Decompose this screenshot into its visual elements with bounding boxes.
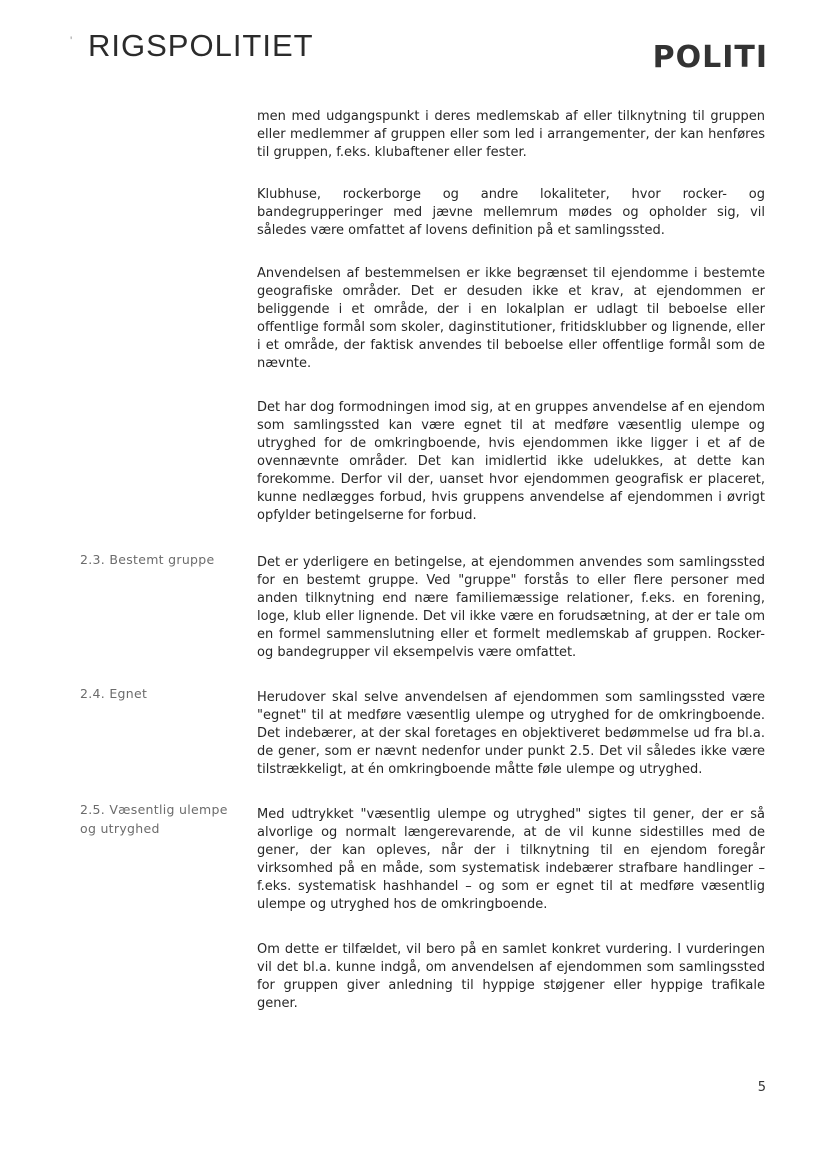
- paragraph-4: Det har dog formodningen imod sig, at en gruppes anvendelse af en ejendom som samlingssted kan være egnet til at medføre væsentlig ulempe og utryghed for de omkringboende, hvis ejendommen ikke ligger i et af de ovennævnte områder. Det kan imidlertid ikke udelukkes, at dette kan forekomme. Derfor vil der, uanset hvor ejendommen geografisk er placeret, kunne nedlægges forbud, hvis gruppens anvendelse af ejendommen i øvrigt opfylder betingelserne for forbud.: [257, 400, 765, 523]
- paragraph-6: Herudover skal selve anvendelsen af ejendommen som samlingssted være "egnet" til at medføre væsentlig ulempe og utryghed for de omkringboende. Det indebærer, at der skal foretages en objektiveret bedømmelse ud fra bl.a. de gener, som er nævnt nedenfor under punkt 2.5. Det vil således ikke være tilstrækkeligt, at én omkringboende måtte føle ulempe og utryghed.: [257, 690, 765, 777]
- politi-logo: POLITI: [652, 40, 768, 75]
- side-heading-vaesentlig-ulempe: 2.5. Væsentlig ulempe og utryghed: [80, 802, 228, 836]
- paragraph-3: Anvendelsen af bestemmelsen er ikke begrænset til ejendomme i bestemte geografiske områder. Det er desuden ikke et krav, at ejendommen er beliggende i et område, der i en lokalplan er udlagt til beboelse eller offentlige formål som skoler, daginstitutioner, fritidsklubber og lignende, eller i et område, der faktisk anvendes til beboelse eller offentlige formål som de nævnte.: [257, 266, 765, 371]
- side-heading-bestemt-gruppe: 2.3. Bestemt gruppe: [80, 552, 215, 567]
- header-title: RIGSPOLITIET: [88, 28, 314, 63]
- paragraph-5: Det er yderligere en betingelse, at ejendommen anvendes som samlingssted for en bestemt gruppe. Ved "gruppe" forstås to eller flere personer med anden tilknytning end nære familiemæssige relationer, f.eks. en forening, loge, klub eller lignende. Det vil ikke være en forudsætning, at der er tale om en formel sammenslutning eller et formelt medlemskab af gruppen. Rocker- og bandegrupper vil eksempelvis være omfattet.: [257, 555, 765, 660]
- side-heading-egnet: 2.4. Egnet: [80, 686, 148, 701]
- stray-mark: ': [70, 34, 73, 48]
- paragraph-7: Med udtrykket "væsentlig ulempe og utryghed" sigtes til gener, der er så alvorlige og normalt længerevarende, at de vil kunne sidestilles med de gener, der kan opleves, når der i tilknytning til en ejendom foregår virksomhed på en måde, som systematisk indebærer strafbare handlinger – f.eks. systematisk hashhandel – og som er egnet til at medføre væsentlig ulempe og utryghed hos de omkringboende.: [257, 807, 765, 912]
- paragraph-2: Klubhuse, rockerborge og andre lokaliteter, hvor rocker- og bandegrupperinger med jævne mellemrum mødes og opholder sig, vil således være omfattet af lovens definition på et samlingssted.: [257, 187, 765, 238]
- paragraph-8: Om dette er tilfældet, vil bero på en samlet konkret vurdering. I vurderingen vil det bl.a. kunne indgå, om anvendelsen af ejendommen som samlingssted for gruppen giver anledning til hyppige støjgener eller hyppige trafikale gener.: [257, 942, 765, 1011]
- page-number: 5: [757, 1080, 766, 1095]
- paragraph-1: men med udgangspunkt i deres medlemskab af eller tilknytning til gruppen eller medlemmer af gruppen eller som led i arrangementer, der kan henføres til gruppen, f.eks. klubaftener eller fester.: [257, 109, 765, 160]
